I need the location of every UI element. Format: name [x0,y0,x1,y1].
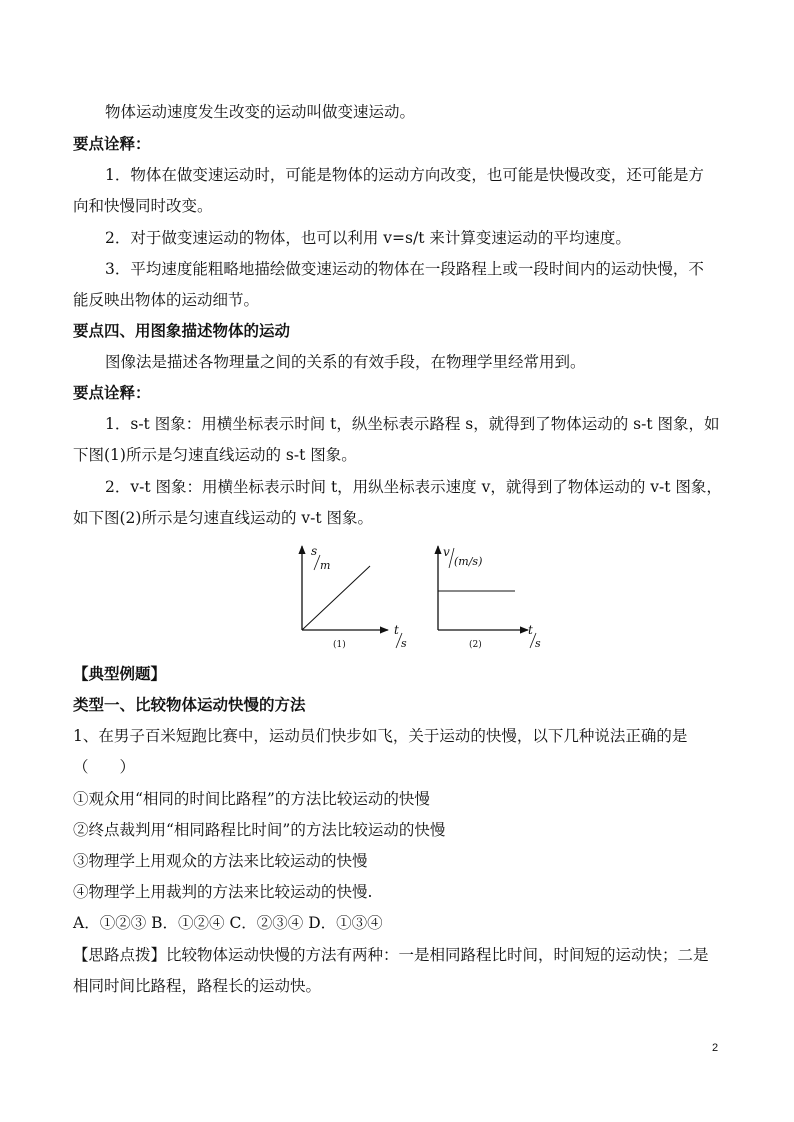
note-st-line-2: 下图(1)所示是匀速直线运动的 s-t 图象。 [73,446,357,464]
page-number: 2 [712,1042,719,1054]
st-caption: (1) [333,640,346,650]
st-uniform-line [302,566,370,630]
heading-key-notes-1: 要点诠释： [73,135,151,153]
vt-graph-figure [416,538,552,654]
paragraph-variable-motion-def: 物体运动速度发生改变的运动叫做变速运动。 [105,103,416,121]
vt-y-label-unit: (m/s) [454,555,483,568]
vt-caption: (2) [469,640,482,650]
heading-typical-examples: 【典型例题】 [73,665,167,683]
note-vt-line-1: 2．v-t 图象：用横坐标表示时间 t，用纵坐标表示速度 v，就得到了物体运动的 v-t 图象， [105,478,722,496]
hint-line-2: 相同时间比路程，路程长的运动快。 [73,977,322,995]
statement-2: ②终点裁判用“相同路程比时间”的方法比较运动的快慢 [73,821,446,839]
paragraph-graph-method: 图像法是描述各物理量之间的关系的有效手段，在物理学里经常用到。 [105,353,586,371]
answer-choices: A．①②③ B．①②④ C．②③④ D．①③④ [73,914,383,932]
note-3-line-1: 3．平均速度能粗略地描绘做变速运动的物体在一段路程上或一段时间内的运动快慢，不 [105,260,704,278]
vt-x-label-s: s [535,637,541,650]
st-y-label-m: m [320,559,331,572]
note-1-line-2: 向和快慢同时改变。 [73,197,213,215]
note-3-line-2: 能反映出物体的运动细节。 [73,291,260,309]
hint-tag: 【思路点拨】 [73,946,167,964]
note-1-line-1: 1．物体在做变速运动时，可能是物体的运动方向改变，也可能是快慢改变，还可能是方 [105,166,704,184]
question-1-blank: （ ） [73,758,136,776]
note-vt-line-2: 如下图(2)所示是匀速直线运动的 v-t 图象。 [73,509,374,527]
st-y-label-s: s [311,544,318,558]
heading-key-notes-2: 要点诠释： [73,384,151,402]
st-x-label-s: s [401,637,407,650]
note-st-line-1: 1．s-t 图象：用横坐标表示时间 t，纵坐标表示路程 s，就得到了物体运动的 s-t 图象，如 [105,415,720,433]
statement-3: ③物理学上用观众的方法来比较运动的快慢 [73,852,368,870]
statement-4: ④物理学上用裁判的方法来比较运动的快慢. [73,883,373,901]
st-x-label-t: t [394,623,399,637]
hint-line-1 [73,945,709,965]
heading-section-four: 要点四、用图象描述物体的运动 [73,322,291,340]
vt-x-label-t: t [528,623,533,637]
hint-text: 比较物体运动快慢的方法有两种：一是相同路程比时间，时间短的运动快；二是 [166,946,709,964]
statement-1: ①观众用“相同的时间比路程”的方法比较运动的快慢 [73,790,430,808]
note-2: 2．对于做变速运动的物体，也可以利用 v=s/t 来计算变速运动的平均速度。 [105,229,631,247]
vt-y-label-v: v [443,545,450,559]
st-graph-figure [280,538,410,654]
heading-type-one: 类型一、比较物体运动快慢的方法 [73,696,306,714]
question-1-line-1: 1、在男子百米短跑比赛中，运动员们快步如飞，关于运动的快慢，以下几种说法正确的是 [73,727,688,745]
